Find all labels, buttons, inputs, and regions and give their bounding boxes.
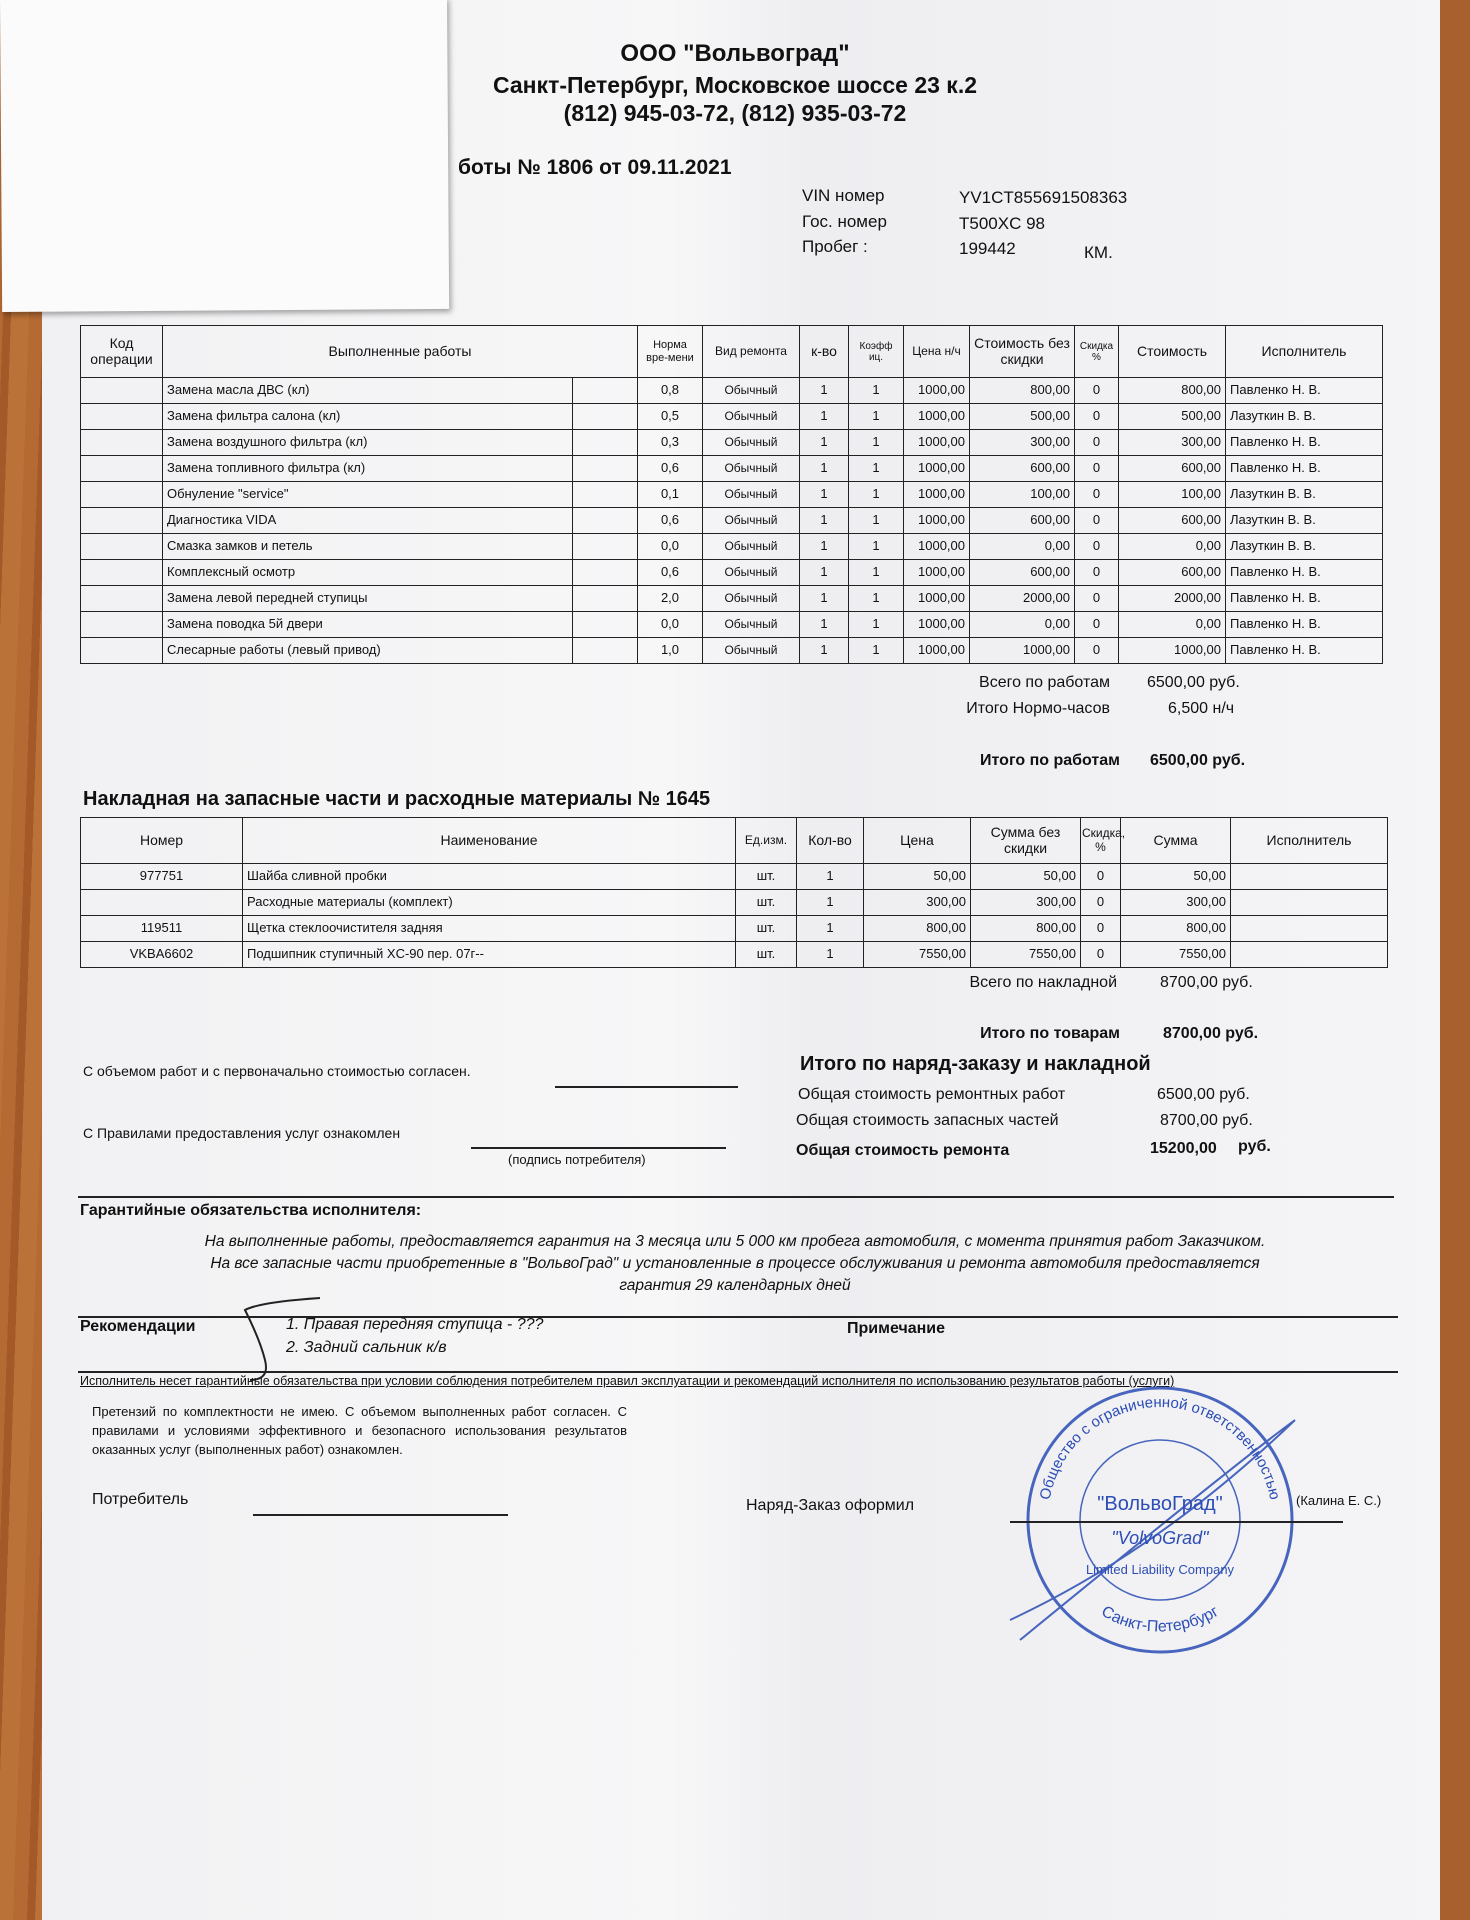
- summary-total-label: Общая стоимость ремонта: [796, 1142, 1010, 1159]
- work-cell-8: 0: [1075, 586, 1119, 612]
- issuer-signature-line: [1010, 1521, 1343, 1523]
- works-grand: 6500,00 руб.: [1150, 752, 1246, 769]
- works-grand-label: Итого по работам: [980, 752, 1120, 769]
- part-cell: 300,00: [1121, 890, 1231, 916]
- mileage-unit: КМ.: [1084, 243, 1113, 262]
- work-cell-7: 300,00: [970, 430, 1075, 456]
- work-cell-10: Лазуткин В. В.: [1226, 508, 1383, 534]
- work-cell-1: Замена воздушного фильтра (кл): [163, 430, 573, 456]
- work-cell-3: Обычный: [703, 508, 800, 534]
- work-cell-6: 1000,00: [904, 534, 970, 560]
- issuer-name: (Калина Е. С.): [1296, 1493, 1382, 1508]
- summary-total: 15200,00: [1150, 1140, 1217, 1157]
- col-performer: Исполнитель: [1226, 326, 1383, 378]
- parts-table: [80, 817, 1388, 968]
- part-cell: [1231, 864, 1388, 890]
- company-phones: (812) 945-03-72, (812) 935-03-72: [563, 100, 907, 126]
- work-cell-9: 100,00: [1119, 482, 1226, 508]
- work-cell-5: 1: [849, 612, 904, 638]
- work-cell-1: Диагностика VIDA: [163, 508, 573, 534]
- summary-parts: 8700,00 руб.: [1160, 1112, 1253, 1129]
- divider: [78, 1196, 1394, 1198]
- work-cell-0: [81, 378, 163, 404]
- work-cell-1: Замена топливного фильтра (кл): [163, 456, 573, 482]
- blank-cell: [573, 456, 638, 482]
- parts-total-label: Всего по накладной: [969, 974, 1117, 991]
- rules-signature-line: [471, 1147, 726, 1149]
- col-unit: Ед.изм.: [736, 818, 797, 864]
- work-cell-2: 0,1: [638, 482, 703, 508]
- parts-grand: 8700,00 руб.: [1163, 1025, 1259, 1042]
- work-cell-0: [81, 560, 163, 586]
- work-cell-7: 600,00: [970, 508, 1075, 534]
- work-cell-2: 1,0: [638, 638, 703, 664]
- part-cell: 0: [1081, 890, 1121, 916]
- work-cell-0: [81, 508, 163, 534]
- part-cell: Шайба сливной пробки: [243, 864, 736, 890]
- work-cell-7: 100,00: [970, 482, 1075, 508]
- work-cell-7: 600,00: [970, 456, 1075, 482]
- recommendation-item: 2. Задний сальник к/в: [286, 1339, 447, 1356]
- work-cell-9: 500,00: [1119, 404, 1226, 430]
- disclaimer: Исполнитель несет гарантийные обязательства при условии соблюдения потребителем правил эксплуатации и рекомендаций исполнителя по использованию результатов работы (услуги): [80, 1374, 1175, 1388]
- work-cell-1: Замена поводка 5й двери: [163, 612, 573, 638]
- part-cell: Расходные материалы (комплект): [243, 890, 736, 916]
- work-cell-6: 1000,00: [904, 430, 970, 456]
- summary-parts-label: Общая стоимость запасных частей: [796, 1112, 1059, 1129]
- part-cell: шт.: [736, 916, 797, 942]
- stamp-company-en: Limited Liability Company: [1085, 1562, 1235, 1577]
- work-row: [81, 482, 1383, 508]
- work-cell-2: 0,5: [638, 404, 703, 430]
- part-cell: Подшипник ступичный XC-90 пер. 07г--: [243, 942, 736, 968]
- work-cell-6: 1000,00: [904, 638, 970, 664]
- work-cell-1: Слесарные работы (левый привод): [163, 638, 573, 664]
- part-cell: 50,00: [1121, 864, 1231, 890]
- work-cell-0: [81, 534, 163, 560]
- col-price: Цена: [864, 818, 971, 864]
- work-cell-10: Павленко Н. В.: [1226, 430, 1383, 456]
- part-cell: 50,00: [864, 864, 971, 890]
- work-cell-6: 1000,00: [904, 456, 970, 482]
- work-cell-4: 1: [800, 430, 849, 456]
- work-row: [81, 560, 1383, 586]
- work-cell-5: 1: [849, 482, 904, 508]
- order-title: боты № 1806 от 09.11.2021: [458, 156, 732, 179]
- work-cell-10: Лазуткин В. В.: [1226, 404, 1383, 430]
- warranty-line-1: На выполненные работы, предоставляется гарантия на 3 месяца или 5 000 км пробега автомобиля, с момента принятия работ Заказчиком.: [204, 1233, 1266, 1250]
- work-cell-0: [81, 586, 163, 612]
- blank-cell: [573, 612, 638, 638]
- work-cell-9: 600,00: [1119, 560, 1226, 586]
- work-cell-10: Павленко Н. В.: [1226, 612, 1383, 638]
- work-cell-2: 0,3: [638, 430, 703, 456]
- work-cell-3: Обычный: [703, 456, 800, 482]
- scope-signature-line: [555, 1086, 738, 1088]
- stamp-outer-text: Общество с ограниченной ответственностью: [1036, 1393, 1284, 1502]
- overlapping-note-paper: [0, 0, 449, 312]
- stamp-city: Санкт-Петербург: [1098, 1603, 1222, 1636]
- work-cell-10: Павленко Н. В.: [1226, 586, 1383, 612]
- parts-total: 8700,00 руб.: [1160, 974, 1253, 991]
- work-cell-4: 1: [800, 612, 849, 638]
- work-cell-2: 0,6: [638, 560, 703, 586]
- work-cell-9: 600,00: [1119, 456, 1226, 482]
- work-cell-9: 300,00: [1119, 430, 1226, 456]
- mileage-value: 199442: [959, 239, 1016, 258]
- part-row: [81, 864, 1388, 890]
- work-cell-0: [81, 404, 163, 430]
- part-row: [81, 942, 1388, 968]
- work-cell-3: Обычный: [703, 482, 800, 508]
- work-cell-5: 1: [849, 586, 904, 612]
- blank-cell: [573, 638, 638, 664]
- consumer-signature-line: [253, 1514, 508, 1516]
- work-cell-4: 1: [800, 534, 849, 560]
- part-cell: 50,00: [971, 864, 1081, 890]
- work-cell-10: Лазуткин В. В.: [1226, 482, 1383, 508]
- blank-cell: [573, 482, 638, 508]
- part-cell: 977751: [81, 864, 243, 890]
- work-cell-0: [81, 456, 163, 482]
- work-cell-9: 600,00: [1119, 508, 1226, 534]
- work-cell-9: 1000,00: [1119, 638, 1226, 664]
- work-cell-4: 1: [800, 378, 849, 404]
- work-cell-9: 800,00: [1119, 378, 1226, 404]
- work-row: [81, 430, 1383, 456]
- part-cell: 7550,00: [864, 942, 971, 968]
- work-cell-2: 0,6: [638, 508, 703, 534]
- part-cell: [81, 890, 243, 916]
- work-cell-5: 1: [849, 456, 904, 482]
- col-part-performer: Исполнитель: [1231, 818, 1388, 864]
- work-cell-8: 0: [1075, 638, 1119, 664]
- work-cell-5: 1: [849, 534, 904, 560]
- part-cell: 1: [797, 890, 864, 916]
- col-norm: Норма вре-мени: [638, 326, 703, 378]
- company-stamp: [1000, 1370, 1300, 1660]
- work-cell-5: 1: [849, 638, 904, 664]
- work-row: [81, 638, 1383, 664]
- work-cell-7: 1000,00: [970, 638, 1075, 664]
- work-cell-7: 2000,00: [970, 586, 1075, 612]
- parts-invoice-title: Накладная на запасные части и расходные материалы № 1645: [83, 788, 711, 810]
- work-cell-6: 1000,00: [904, 560, 970, 586]
- col-cost: Стоимость: [1119, 326, 1226, 378]
- work-cell-4: 1: [800, 560, 849, 586]
- part-cell: 1: [797, 864, 864, 890]
- blank-cell: [573, 586, 638, 612]
- summary-currency: руб.: [1238, 1138, 1271, 1155]
- hours-label: Итого Нормо-часов: [966, 700, 1110, 717]
- work-cell-0: [81, 482, 163, 508]
- work-cell-7: 0,00: [970, 534, 1075, 560]
- blank-cell: [573, 430, 638, 456]
- part-cell: 800,00: [971, 916, 1081, 942]
- col-part-qty: Кол-во: [797, 818, 864, 864]
- works-table: [80, 325, 1383, 664]
- recommendation-item: 1. Правая передняя ступица - ???: [286, 1316, 544, 1333]
- work-cell-10: Лазуткин В. В.: [1226, 534, 1383, 560]
- work-cell-3: Обычный: [703, 534, 800, 560]
- work-cell-5: 1: [849, 508, 904, 534]
- part-cell: 1: [797, 916, 864, 942]
- part-cell: [1231, 890, 1388, 916]
- work-cell-9: 0,00: [1119, 534, 1226, 560]
- work-cell-4: 1: [800, 456, 849, 482]
- mileage-label: Пробег :: [802, 237, 868, 256]
- part-cell: 0: [1081, 942, 1121, 968]
- work-cell-9: 0,00: [1119, 612, 1226, 638]
- work-cell-7: 600,00: [970, 560, 1075, 586]
- work-cell-8: 0: [1075, 482, 1119, 508]
- work-cell-4: 1: [800, 508, 849, 534]
- col-work: Выполненные работы: [163, 326, 638, 378]
- issued-by-label: Наряд-Заказ оформил: [746, 1497, 915, 1514]
- blank-cell: [573, 404, 638, 430]
- work-row: [81, 508, 1383, 534]
- work-row: [81, 378, 1383, 404]
- work-cell-4: 1: [800, 482, 849, 508]
- col-rate: Цена н/ч: [904, 326, 970, 378]
- blank-cell: [573, 508, 638, 534]
- col-part-number: Номер: [81, 818, 243, 864]
- part-cell: 800,00: [864, 916, 971, 942]
- scope-agreement: С объемом работ и с первоначально стоимостью согласен.: [83, 1063, 471, 1079]
- part-row: [81, 916, 1388, 942]
- work-row: [81, 612, 1383, 638]
- work-cell-3: Обычный: [703, 378, 800, 404]
- part-cell: 7550,00: [971, 942, 1081, 968]
- work-cell-10: Павленко Н. В.: [1226, 456, 1383, 482]
- plate-value: T500XC 98: [959, 214, 1045, 233]
- col-sum: Сумма: [1121, 818, 1231, 864]
- hours-total: 6,500 н/ч: [1168, 700, 1235, 717]
- work-cell-3: Обычный: [703, 560, 800, 586]
- work-cell-8: 0: [1075, 378, 1119, 404]
- part-cell: 0: [1081, 864, 1121, 890]
- work-cell-6: 1000,00: [904, 586, 970, 612]
- blank-cell: [573, 378, 638, 404]
- work-cell-8: 0: [1075, 612, 1119, 638]
- work-cell-2: 0,8: [638, 378, 703, 404]
- part-cell: [1231, 916, 1388, 942]
- part-cell: 300,00: [864, 890, 971, 916]
- work-cell-3: Обычный: [703, 612, 800, 638]
- work-cell-1: Комплексный осмотр: [163, 560, 573, 586]
- svg-text:Общество с ограниченной ответс: [1037, 1394, 1284, 1501]
- part-cell: Щетка стеклоочистителя задняя: [243, 916, 736, 942]
- blank-cell: [573, 534, 638, 560]
- rules-acknowledged: С Правилами предоставления услуг ознакомлен: [83, 1125, 401, 1141]
- vin-value: YV1CT855691508363: [959, 188, 1128, 207]
- work-cell-9: 2000,00: [1119, 586, 1226, 612]
- work-cell-5: 1: [849, 560, 904, 586]
- work-cell-10: Павленко Н. В.: [1226, 560, 1383, 586]
- summary-works-label: Общая стоимость ремонтных работ: [798, 1086, 1066, 1103]
- svg-text:Санкт-Петербург: [1098, 1603, 1221, 1636]
- work-cell-3: Обычный: [703, 404, 800, 430]
- work-row: [81, 456, 1383, 482]
- work-cell-10: Павленко Н. В.: [1226, 378, 1383, 404]
- work-cell-2: 2,0: [638, 586, 703, 612]
- col-repair-type: Вид ремонта: [703, 326, 800, 378]
- work-cell-6: 1000,00: [904, 612, 970, 638]
- work-cell-6: 1000,00: [904, 508, 970, 534]
- work-cell-3: Обычный: [703, 430, 800, 456]
- work-cell-5: 1: [849, 404, 904, 430]
- work-cell-1: Замена фильтра салона (кл): [163, 404, 573, 430]
- col-part-discount: Скидка, %: [1081, 818, 1121, 864]
- stamp-name-en: "VolvoGrad": [1111, 1528, 1209, 1548]
- part-cell: 0: [1081, 916, 1121, 942]
- work-cell-8: 0: [1075, 560, 1119, 586]
- work-cell-7: 800,00: [970, 378, 1075, 404]
- work-cell-5: 1: [849, 430, 904, 456]
- part-cell: 1: [797, 942, 864, 968]
- work-cell-3: Обычный: [703, 586, 800, 612]
- part-cell: шт.: [736, 942, 797, 968]
- part-cell: [1231, 942, 1388, 968]
- work-cell-0: [81, 638, 163, 664]
- consumer-label: Потребитель: [92, 1491, 189, 1508]
- work-cell-4: 1: [800, 586, 849, 612]
- part-cell: VKBA6602: [81, 942, 243, 968]
- note-label: Примечание: [847, 1320, 946, 1337]
- col-part-name: Наименование: [243, 818, 736, 864]
- parts-grand-label: Итого по товарам: [980, 1025, 1120, 1042]
- work-cell-8: 0: [1075, 508, 1119, 534]
- work-cell-2: 0,0: [638, 612, 703, 638]
- plate-label: Гос. номер: [802, 212, 887, 231]
- work-cell-1: Смазка замков и петель: [163, 534, 573, 560]
- work-cell-2: 0,6: [638, 456, 703, 482]
- work-cell-10: Павленко Н. В.: [1226, 638, 1383, 664]
- work-cell-5: 1: [849, 378, 904, 404]
- warranty-title: Гарантийные обязательства исполнителя:: [80, 1202, 422, 1219]
- work-cell-1: Замена левой передней ступицы: [163, 586, 573, 612]
- stamp-name-ru: "ВольвоГрад": [1097, 1493, 1223, 1515]
- col-coef: Коэфф иц.: [849, 326, 904, 378]
- part-cell: 300,00: [971, 890, 1081, 916]
- col-sum-no-discount: Сумма без скидки: [971, 818, 1081, 864]
- work-cell-2: 0,0: [638, 534, 703, 560]
- work-cell-1: Замена масла ДВС (кл): [163, 378, 573, 404]
- col-cost-no-discount: Стоимость без скидки: [970, 326, 1075, 378]
- work-cell-6: 1000,00: [904, 404, 970, 430]
- warranty-line-3: гарантия 29 календарных дней: [619, 1277, 851, 1294]
- work-row: [81, 586, 1383, 612]
- col-discount: Скидка %: [1075, 326, 1119, 378]
- recommendations-label: Рекомендации: [80, 1318, 196, 1335]
- work-cell-0: [81, 430, 163, 456]
- signature-hint: (подпись потребителя): [508, 1152, 646, 1167]
- part-cell: 7550,00: [1121, 942, 1231, 968]
- work-row: [81, 404, 1383, 430]
- vin-label: VIN номер: [802, 186, 885, 205]
- work-row: [81, 534, 1383, 560]
- part-cell: шт.: [736, 864, 797, 890]
- works-total: 6500,00 руб.: [1147, 674, 1240, 691]
- work-cell-8: 0: [1075, 456, 1119, 482]
- col-code: Код операции: [81, 326, 163, 378]
- work-cell-0: [81, 612, 163, 638]
- summary-works: 6500,00 руб.: [1157, 1086, 1250, 1103]
- work-cell-3: Обычный: [703, 638, 800, 664]
- work-cell-6: 1000,00: [904, 378, 970, 404]
- works-total-label: Всего по работам: [979, 674, 1110, 691]
- work-cell-4: 1: [800, 404, 849, 430]
- summary-title: Итого по наряд-заказу и накладной: [800, 1053, 1151, 1075]
- col-qty: к-во: [800, 326, 849, 378]
- warranty-line-2: На все запасные части приобретенные в "ВольвоГрад" и установленные в процессе обслуживания и ремонта автомобиля предоставляется: [210, 1255, 1260, 1272]
- work-cell-8: 0: [1075, 404, 1119, 430]
- part-cell: 119511: [81, 916, 243, 942]
- work-cell-4: 1: [800, 638, 849, 664]
- work-cell-6: 1000,00: [904, 482, 970, 508]
- part-row: [81, 890, 1388, 916]
- work-cell-8: 0: [1075, 430, 1119, 456]
- work-cell-1: Обнуление "service": [163, 482, 573, 508]
- work-cell-7: 0,00: [970, 612, 1075, 638]
- company-name: ООО "Вольвоград": [620, 40, 850, 67]
- blank-cell: [573, 560, 638, 586]
- work-cell-8: 0: [1075, 534, 1119, 560]
- part-cell: 800,00: [1121, 916, 1231, 942]
- work-cell-7: 500,00: [970, 404, 1075, 430]
- claims-statement: Претензий по комплектности не имею. С объемом выполненных работ согласен. С правилами и условиями эффективного и безопасного использования результатов оказанных услуг (выполненных работ) ознакомлен.: [92, 1404, 627, 1457]
- company-address: Санкт-Петербург, Московское шоссе 23 к.2: [492, 72, 977, 98]
- part-cell: шт.: [736, 890, 797, 916]
